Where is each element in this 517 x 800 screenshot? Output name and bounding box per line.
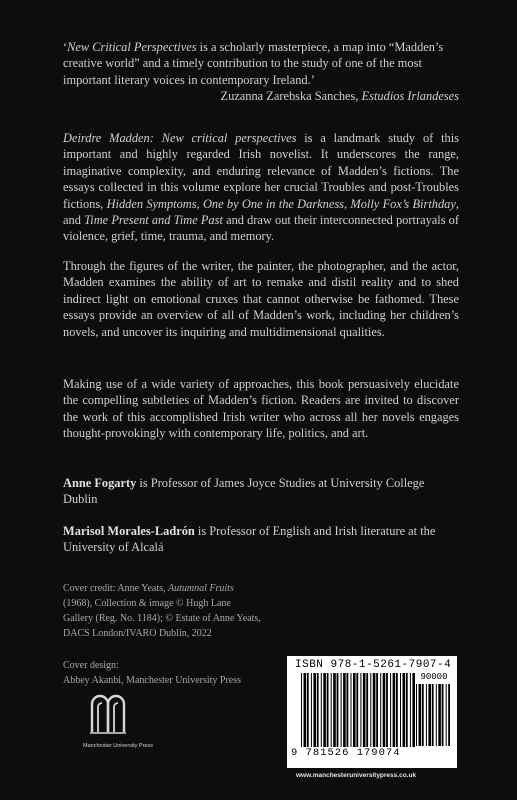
editor-bio-text: is Professor of James Joyce Studies at University College Dublin [63,476,425,507]
barcode-bars [301,673,415,747]
isbn-number: ISBN 978-1-5261-7907-4 [295,659,452,671]
addon-barcode-bars [416,684,450,746]
blurb-paragraph-2: Through the figures of the writer, the painter, the photographer, and the actor, Madden examines the ability of art to remake and distil reality and to shed indirect light on emotional cruxes that cannot otherwise be fathomed. These essays provide an overview of all of Madden’s work, including her children’s novels, and uncover its inquiring and multidimensional qualities. [63,259,459,339]
p1-text-c: , [344,196,351,211]
quote-book-title: New Critical Perspectives [67,40,197,54]
quote-text: is a scholarly masterpiece, a map into “Madden’s creative world” and a timely contribution to the study of one of the most important literary voices in contemporary Ireland.’ [63,40,444,87]
editor-bio-2 [63,523,459,556]
quote-author: Zuzanna Zarebska Sanches, [220,89,359,104]
blurb-paragraph-1 [63,130,459,245]
novel-title: One by One in the Darkness [202,196,344,211]
ean-digits: 9 781526 179074 [291,747,401,759]
review-quote [63,39,459,105]
p1-text-d: , and [63,196,459,228]
p1-text-e: and draw out their interconnected portrayals of violence, grief, time, trauma, and memory. [63,213,460,244]
cover-credit-label: Cover credit: Anne Yeats, [63,583,168,594]
quote-source: Estudios Irlandeses [361,89,459,104]
quote-attribution [63,88,459,104]
novel-title: Molly Fox’s Birthday [350,196,456,211]
artwork-title: Autumnal Fruits [168,583,234,594]
publisher-logo-icon [88,690,128,736]
editor-name: Marisol Morales-Ladrón [63,524,195,538]
blurb-paragraph-3: Making use of a wide variety of approaches, this book persuasively elucidate the compelling subtleties of Madden’s fiction. Readers are invited to discover the work of this accomplished Irish writer who across all her novels engages thought-provokingly with contemporary life, politics, and art. [63,377,459,441]
isbn-barcode [287,656,457,768]
book-title: Deirdre Madden: New critical perspectives [63,131,297,145]
cover-design-label: Cover design: [63,660,119,671]
novel-title: Hidden Symptoms [106,196,197,211]
editor-name: Anne Fogarty [63,476,137,490]
editor-bio-1 [63,475,459,508]
cover-designer: Abbey Akanbi, Manchester University Press [63,675,242,686]
publisher-name: Manchester University Press [83,743,153,749]
editor-bio-text: is Professor of English and Irish literature at the University of Alcalá [63,524,436,555]
novel-title: Time Present and Time Past [84,213,223,228]
cover-credit-text: (1968), Collection & image © Hugh Lane Gallery (Reg. No. 1184); © Estate of Anne Yeats, DACS London/IVARO Dublin, 2022 [63,598,261,639]
cover-design-credit [63,658,293,688]
p1-text-a: is a landmark study of this important and highly regarded Irish novelist. It underscores the range, imaginative complexity, and enduring relevance of Madden’s fictions. The essays collected in this volume explore her crucial Troubles and post-Troubles fictions, [63,131,460,211]
cover-credit [63,581,263,641]
quote-open-mark: ‘ [63,40,68,54]
p1-text-b: , [196,196,203,211]
price-addon-number: 90000 [420,672,448,682]
publisher-website: www.manchesteruniversitypress.co.uk [296,772,417,779]
